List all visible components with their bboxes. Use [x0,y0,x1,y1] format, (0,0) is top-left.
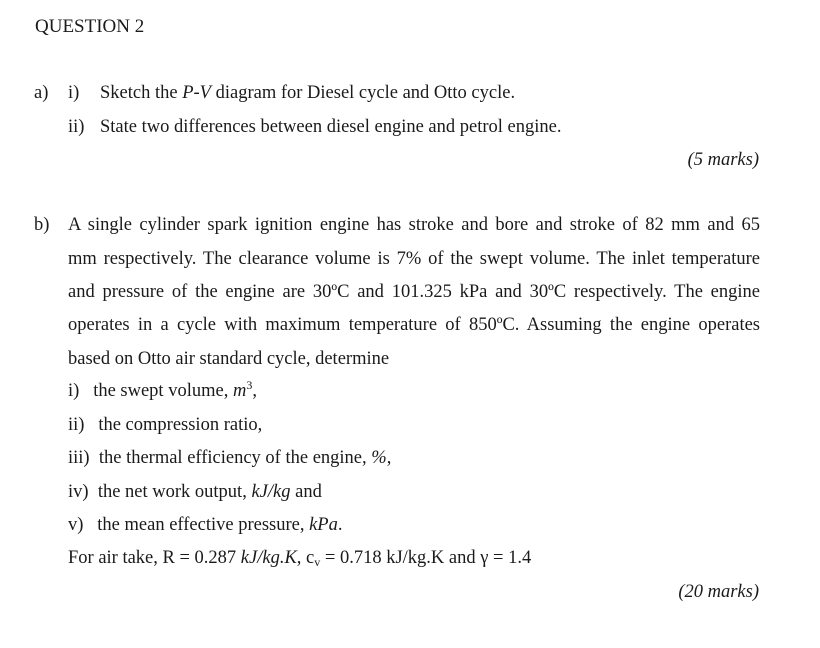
part-a-marks: (5 marks) [687,150,759,170]
part-b-paragraph-line-3: and pressure of the engine are 30ºC and 101.325 kPa and 30ºC respectively. The engine [68,282,760,302]
part-b-paragraph-line-4: operates in a cycle with maximum temperature of 850ºC. Assuming the engine operates [68,315,760,335]
part-b-label: b) [34,215,50,235]
part-b-item-5: v) the mean effective pressure, kPa. [68,515,343,535]
part-a-label: a) [34,83,49,103]
part-a-item-2-number: ii) [68,117,85,137]
part-a-item-2-text: State two differences between diesel engine and petrol engine. [100,117,562,137]
part-a-item-1-number: i) [68,83,80,103]
air-properties-line: For air take, R = 0.287 kJ/kg.K, $c_v = 0.718$ kJ/kg.K and γ = 1.4 [68,548,532,569]
part-b-paragraph-line-2: mm respectively. The clearance volume is 7% of the swept volume. The inlet temperature [68,249,760,269]
part-b-item-2: ii) the compression ratio, [68,415,263,435]
part-a-item-1-text: Sketch the P-V diagram for Diesel cycle and Otto cycle. [100,83,516,103]
part-b-marks: (20 marks) [678,582,759,602]
part-b-item-4: iv) the net work output, kJ/kg and [68,482,322,502]
part-b-paragraph-line-5: based on Otto air standard cycle, determine [68,349,390,369]
part-b-item-1: i) the swept volume, $m^3$, [68,378,257,401]
part-b-paragraph-line-1: A single cylinder spark ignition engine has stroke and bore and stroke of 82 mm and 65 [68,215,760,235]
part-b-item-3: iii) the thermal efficiency of the engine, %, [68,448,392,468]
pv-italic: P-V [182,83,211,103]
question-title: QUESTION 2 [35,16,145,37]
